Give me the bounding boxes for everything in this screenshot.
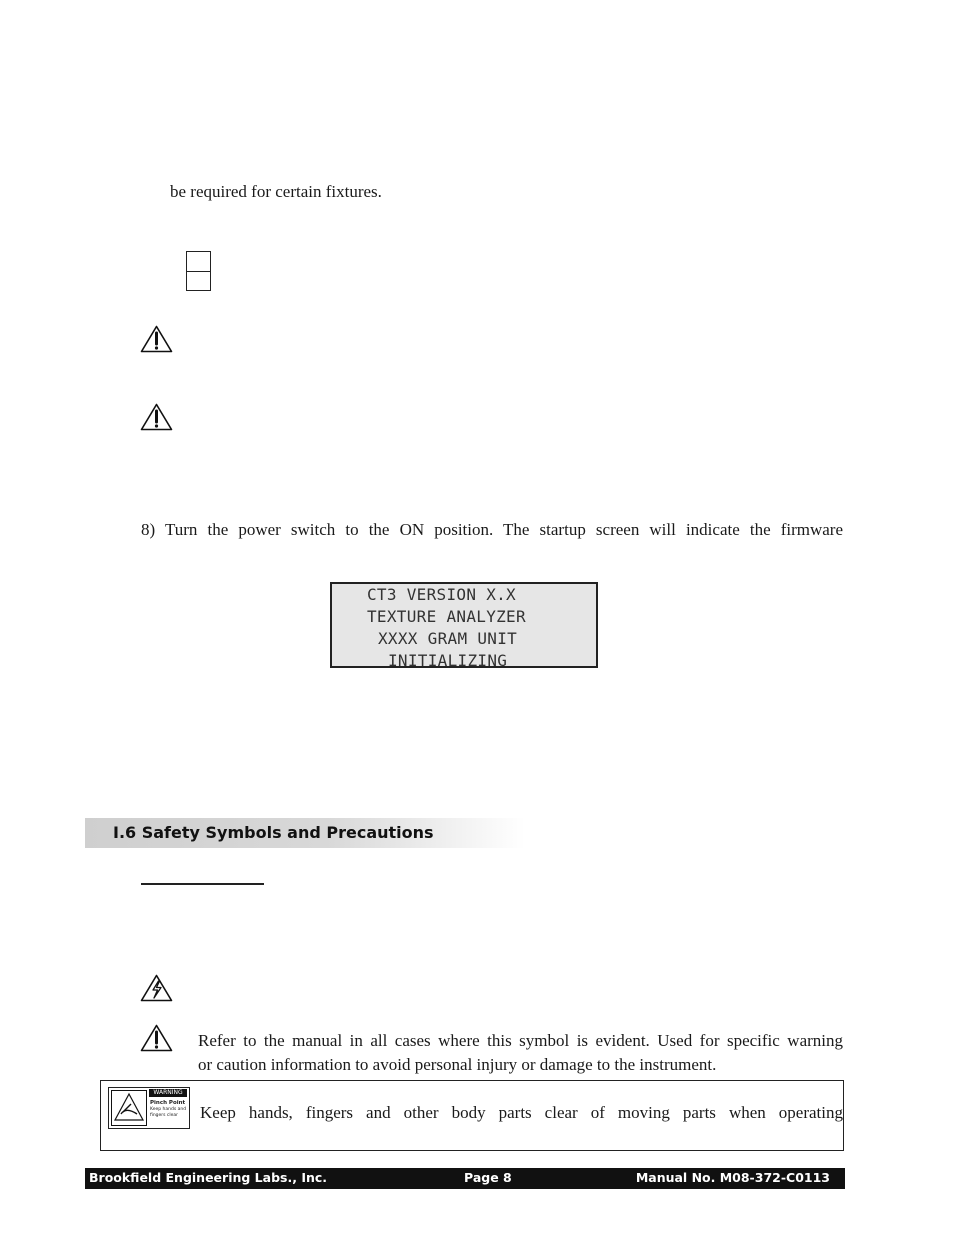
lcd-startup-screen [330,582,598,668]
caution-triangle-icon [140,325,173,353]
fixtures-text: be required for certain fixtures. [170,182,382,201]
pinch-hazard-triangle-icon [111,1090,147,1126]
footer-manual-number: Manual No. M08-372-C0113 [635,1170,830,1185]
lcd-line: CT3 VERSION X.X [367,585,516,604]
keep-hands-text: Keep hands, fingers and other body parts clear of moving parts when operating [200,1103,843,1122]
electrical-hazard-icon [140,974,173,1002]
section-heading-bar [85,818,525,848]
step-8-text: 8) Turn the power switch to the ON position. The startup screen will indicate the firmware [141,520,843,539]
caution-triangle-icon [140,1024,173,1052]
caution-triangle-icon [140,403,173,431]
refer-manual-text-line-2: or caution information to avoid personal injury or damage to the instrument. [198,1055,717,1074]
lcd-line: XXXX GRAM UNIT [378,629,518,648]
page-footer [85,1168,845,1189]
label-line: fingers clear [150,1113,179,1118]
refer-manual-text-line-1: Refer to the manual in all cases where this symbol is evident. Used for specific warning [198,1031,843,1050]
label-header: WARNING [149,1089,187,1097]
pinch-point-warning-icon [108,1087,190,1129]
section-title: I.6 Safety Symbols and Precautions [113,823,434,842]
label-line: Keep hands and [150,1107,187,1112]
label-line: Pinch Point [150,1100,186,1106]
lcd-line: TEXTURE ANALYZER [367,607,526,626]
pinch-point-warning-box [100,1080,844,1151]
power-switch-symbol [186,251,211,291]
lcd-line: INITIALIZING [388,651,508,670]
footer-page-number: Page 8 [464,1170,512,1185]
footer-company: Brookfield Engineering Labs., Inc. [89,1170,328,1185]
underline-rule [141,883,264,885]
